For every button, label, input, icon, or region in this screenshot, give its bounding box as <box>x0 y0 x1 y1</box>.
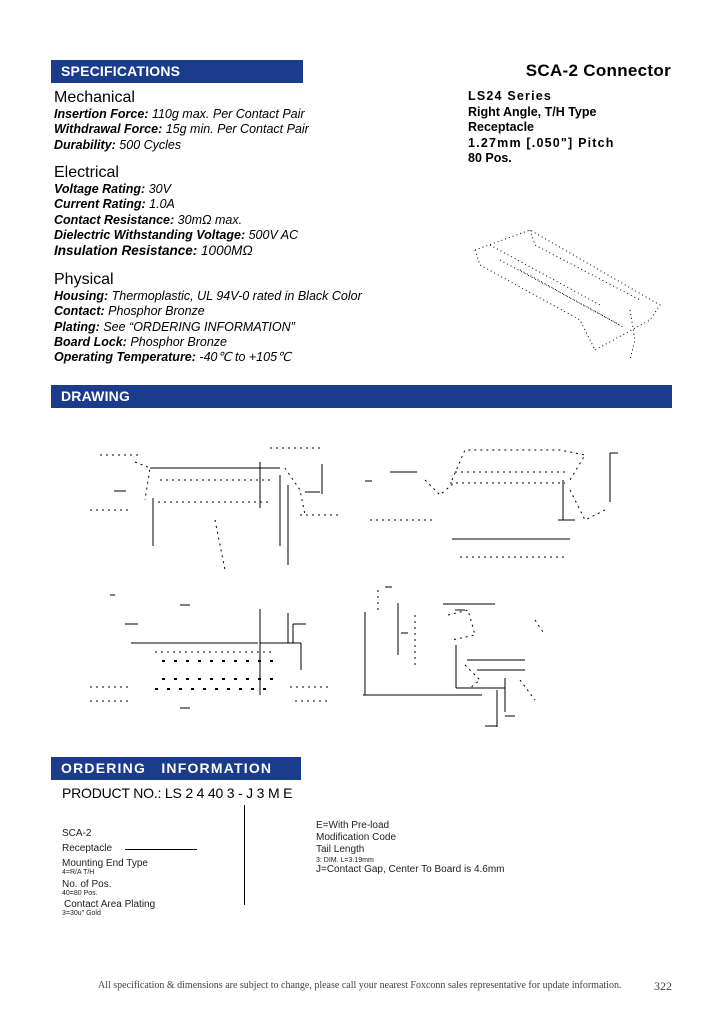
spec-label: Plating: <box>54 319 100 334</box>
spec-board-lock <box>54 335 362 350</box>
order-code-label: Tail Length <box>316 844 365 855</box>
order-code-sub: 40=80 Pos. <box>62 890 98 897</box>
spec-label: Dielectric Withstanding Voltage: <box>54 227 246 242</box>
spec-label: Insertion Force: <box>54 107 149 121</box>
spec-label: Contact Resistance: <box>54 212 175 227</box>
spec-withdrawal-force <box>54 122 309 137</box>
pcb-layout-drawing <box>90 580 330 720</box>
order-code-label: Mounting End Type <box>62 858 148 869</box>
drawing-header <box>51 385 672 408</box>
order-code-label: No. of Pos. <box>62 879 112 890</box>
spec-value: 1000MΩ <box>197 243 253 259</box>
physical-specs <box>54 271 362 365</box>
connector-isometric-image <box>470 220 670 370</box>
specifications-title: SPECIFICATIONS <box>61 63 181 79</box>
side-view-drawing <box>340 420 670 565</box>
spec-label: Voltage Rating: <box>54 182 146 196</box>
spec-voltage-rating <box>54 182 298 197</box>
order-code-receptacle <box>62 843 112 854</box>
specifications-header <box>51 60 303 83</box>
order-code-contact-gap <box>316 862 505 877</box>
product-number-divider <box>244 805 245 905</box>
spec-value: -40℃ to +105℃ <box>195 350 292 365</box>
order-code-label: Receptacle <box>62 843 113 854</box>
spec-contact-resistance <box>54 213 298 228</box>
physical-heading: Physical <box>54 271 114 288</box>
order-code-sub: 3: DIM. L=3.19mm <box>316 857 374 864</box>
page-number: 322 <box>654 979 672 993</box>
product-pitch: 1.27mm [.050"] Pitch <box>468 135 615 150</box>
mechanical-heading: Mechanical <box>54 89 135 106</box>
order-code-positions <box>62 879 111 898</box>
spec-label: Insulation Resistance: <box>54 243 198 259</box>
order-code-sub: 3=30u" Gold <box>62 910 101 917</box>
spec-value: 500 Cycles <box>115 137 182 152</box>
product-kind: Receptacle <box>468 120 535 134</box>
cross-section-drawing <box>340 570 580 745</box>
order-code-label: Contact Area Plating <box>64 899 156 910</box>
product-positions: 80 Pos. <box>468 151 512 165</box>
front-view-drawing <box>90 420 350 595</box>
spec-value: 30V <box>145 182 171 196</box>
product-number: PRODUCT NO.: LS 2 4 40 3 - J 3 M E <box>62 785 293 801</box>
spec-value: Thermoplastic, UL 94V-0 rated in Black Color <box>108 289 362 303</box>
electrical-specs <box>54 164 298 258</box>
order-code-label: SCA-2 <box>62 828 92 839</box>
spec-operating-temperature <box>54 350 362 365</box>
spec-label: Operating Temperature: <box>54 350 196 365</box>
product-series: LS24 Series <box>468 89 553 103</box>
order-code-label: J=Contact Gap, Center To Board is 4.6mm <box>316 864 505 875</box>
spec-housing <box>54 289 362 304</box>
spec-plating <box>54 320 362 335</box>
ordering-header <box>51 757 301 780</box>
spec-insulation-resistance <box>54 243 298 258</box>
spec-value: Phosphor Bronze <box>126 334 227 349</box>
spec-value: Phosphor Bronze <box>104 304 205 319</box>
order-code-mounting <box>62 858 148 877</box>
order-code-label: E=With Pre-load <box>316 820 390 831</box>
order-code-plating <box>64 899 155 918</box>
ordering-title: ORDERING INFORMATION <box>61 760 273 776</box>
spec-value: 30mΩ max. <box>174 212 243 227</box>
drawing-title: DRAWING <box>61 388 131 404</box>
spec-value: 110g max. Per Contact Pair <box>148 107 305 121</box>
spec-value: 15g min. Per Contact Pair <box>162 122 309 137</box>
order-code-sca2 <box>62 828 91 839</box>
spec-label: Housing: <box>54 289 109 303</box>
spec-value: See “ORDERING INFORMATION” <box>99 319 295 334</box>
order-code-label: Modification Code <box>316 832 397 843</box>
product-type: Right Angle, T/H Type <box>468 104 597 119</box>
product-info <box>468 89 615 167</box>
spec-durability <box>54 138 309 153</box>
receptacle-leader-line <box>125 849 197 850</box>
product-title: SCA-2 Connector <box>525 61 671 80</box>
spec-current-rating <box>54 197 298 212</box>
spec-value: 500V AC <box>245 227 299 242</box>
spec-label: Board Lock: <box>54 334 127 349</box>
spec-label: Contact: <box>54 304 105 319</box>
spec-value: 1.0A <box>145 197 175 212</box>
mechanical-specs <box>54 89 309 153</box>
spec-contact <box>54 304 362 319</box>
order-code-sub: 4=R/A T/H <box>62 869 95 876</box>
footer-disclaimer: All specification & dimensions are subject to change, please call your nearest Foxconn sales representative for update information. <box>98 980 622 991</box>
electrical-heading: Electrical <box>54 164 119 181</box>
spec-label: Durability: <box>54 137 116 152</box>
spec-insertion-force <box>54 107 309 122</box>
spec-label: Current Rating: <box>54 197 146 212</box>
spec-dielectric-voltage <box>54 228 298 243</box>
spec-label: Withdrawal Force: <box>54 122 163 137</box>
